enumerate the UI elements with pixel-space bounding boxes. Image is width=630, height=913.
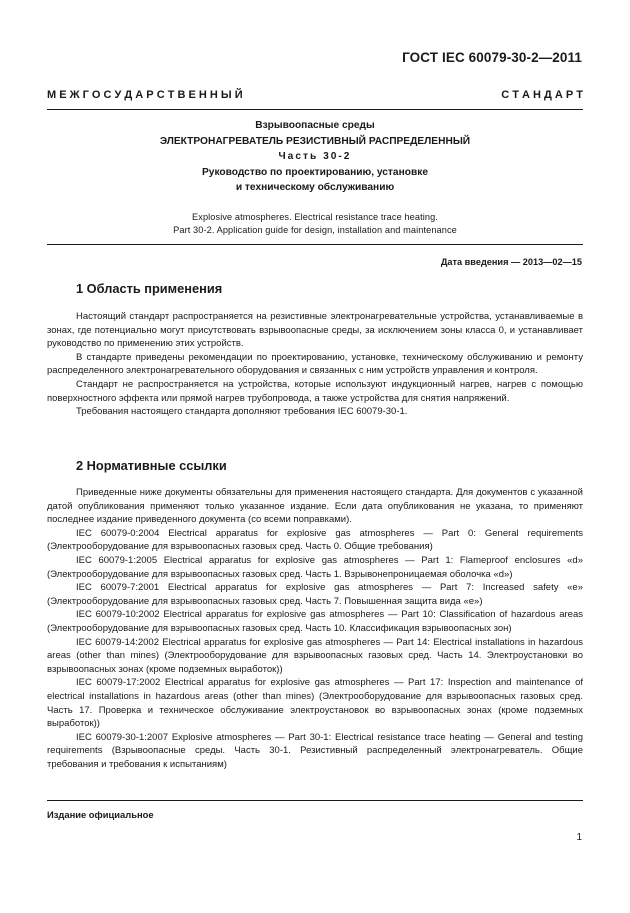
- footer-divider: [47, 800, 583, 801]
- paragraph: Требования настоящего стандарта дополняют требования IEC 60079-30-1.: [76, 406, 408, 418]
- paragraph: Настоящий стандарт распространяется на резистивные электронагревательные устройства, устанавливаемые в зонах, где потенциально могут присутствовать взрывоопасные среды, за исключением зоны класса 0, и устанавливает руководство по применению этих устройств.: [47, 311, 583, 350]
- reference-item: IEC 60079-0:2004 Electrical apparatus for explosive gas atmospheres — Part 0: General requirements (Электрооборудование для взрывоопасных газовых сред. Часть 0. Общие требования): [47, 527, 583, 553]
- english-title-line-2: Part 30-2. Application guide for design, installation and maintenance: [173, 224, 457, 235]
- english-title-line-1: Explosive atmospheres. Electrical resistance trace heating.: [192, 212, 438, 222]
- reference-item: IEC 60079-30-1:2007 Explosive atmospheres — Part 30-1: Electrical resistance trace heating — General and testing requirements (Взрывоопасные среды. Часть 30-1. Резистивный распределенный электронагреватель. Общие требования и требования к испытаниям): [47, 731, 583, 770]
- reference-item: IEC 60079-17:2002 Electrical apparatus for explosive gas atmospheres — Part 17: Inspection and maintenance of electrical installations in hazardous areas (other than mines) (Электрооборудование для взрывоопасных газовых сред. Часть 17. Проверка и техническое обслуживание электроустановок во взрывоопасных зонах (кроме подземных выработок)): [47, 677, 583, 730]
- title-block: [47, 118, 583, 196]
- paragraph: В стандарте приведены рекомендации по проектированию, установке, техническому обслуживанию и ремонту распределенного электронагревательного оборудования и связанных с ним устройств управления и контроля.: [47, 351, 583, 377]
- reference-item: IEC 60079-14:2002 Electrical apparatus for explosive gas atmospheres — Part 14: Electrical installations in hazardous areas (other than mines) (Электрооборудование для взрывоопасных газовых сред. Часть 14. Электроустановки во взрывоопасных зонах (кроме подземных выработок)): [47, 636, 583, 675]
- section-1-body: [47, 310, 583, 419]
- title-line-4: Руководство по проектированию, установке: [201, 166, 428, 178]
- reference-item: IEC 60079-10:2002 Electrical apparatus for explosive gas atmospheres — Part 10: Classification of hazardous areas (Электрооборудование для взрывоопасных газовых сред. Часть 10. Классификация взрывоопасных зон): [47, 609, 583, 634]
- top-divider: [47, 109, 583, 110]
- banner-word-standard: С Т А Н Д А Р Т: [501, 89, 583, 101]
- date-of-introduction: Дата введения — 2013—02—15: [440, 257, 582, 267]
- title-part: Часть 30-2: [278, 151, 352, 162]
- banner-word-interstate: М Е Ж Г О С У Д А Р С Т В Е Н Н Ы Й: [47, 89, 243, 101]
- reference-item: IEC 60079-7:2001 Electrical apparatus for explosive gas atmospheres — Part 7: Increased safety «e» (Электрооборудование для взрывоопасных газовых сред. Часть 7. Повышенная защита вида «е»): [47, 582, 583, 607]
- title-divider: [47, 244, 583, 245]
- paragraph: Стандарт не распространяется на устройства, которые используют индукционный нагрев, нагрев с помощью поверхностного эффекта или прямой нагрев трубопровода, а также устройства для снятия напряжений.: [47, 378, 583, 404]
- title-line-2: ЭЛЕКТРОНАГРЕВАТЕЛЬ РЕЗИСТИВНЫЙ РАСПРЕДЕЛЕННЫЙ: [159, 135, 471, 147]
- section-2-heading: 2 Нормативные ссылки: [76, 458, 227, 473]
- section-1-heading: 1 Область применения: [76, 281, 223, 296]
- title-line-1: Взрывоопасные среды: [255, 120, 375, 131]
- standard-number: ГОСТ IEC 60079-30-2—2011: [402, 50, 582, 65]
- edition-label: Издание официальное: [47, 809, 154, 820]
- title-line-5: и техническому обслуживанию: [235, 182, 395, 193]
- section-2-body: [47, 486, 583, 771]
- english-title: [47, 211, 583, 236]
- paragraph: Приведенные ниже документы обязательны для применения настоящего стандарта. Для документов с указанной датой опубликования применяют только указанное издание. Если дата опубликования не указана, то применяют последнее издание приведенного документа (со всеми поправками).: [47, 487, 583, 526]
- page-number: 1: [576, 832, 582, 843]
- interstate-standard-banner: [47, 89, 583, 101]
- reference-item: IEC 60079-1:2005 Electrical apparatus for explosive gas atmospheres — Part 1: Flameproof enclosures «d» (Электрооборудование для взрывоопасных газовых сред. Часть 1. Взрывонепроницаемая оболочка «d»): [47, 554, 583, 580]
